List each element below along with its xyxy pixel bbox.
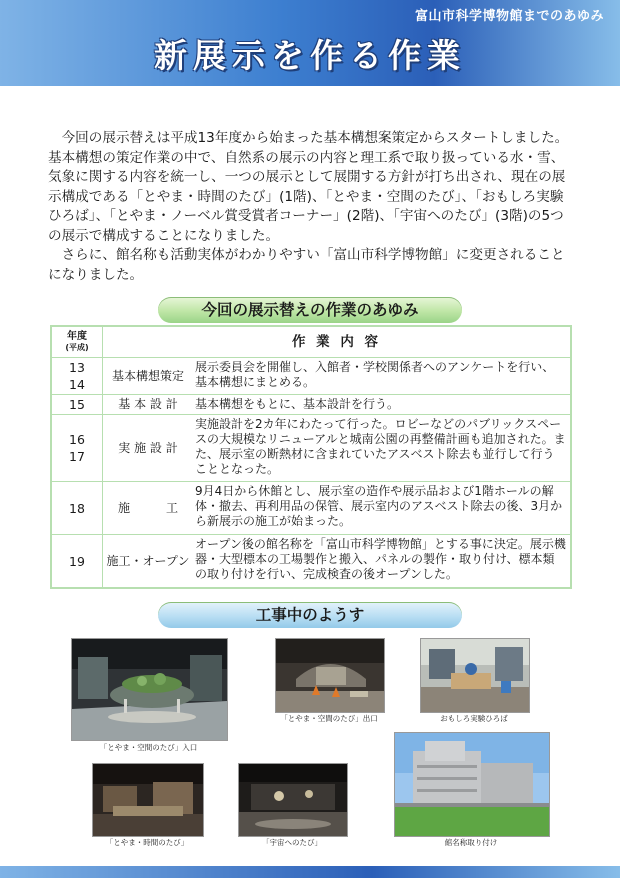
intro-text [48, 129, 576, 285]
photo-caption: 館名称取り付け [444, 838, 498, 847]
photo-caption: 「とやま・空間のたび」入口 [99, 743, 198, 752]
photo-building-sign [394, 732, 550, 837]
header-banner [0, 0, 620, 86]
desc-cell: 基本構想をもとに、基本設計を行う。 [195, 397, 400, 411]
photo-time-trip [92, 763, 204, 837]
task-cell: 施 工 [117, 500, 178, 515]
table-row [52, 357, 570, 394]
desc-cell: 9月4日から休館とし、展示室の造作や展示品および1階ホールの解体・撤去、再利用品の保管、展示室内のアスベスト除去の後、3月から新展示の施工が始まった。 [195, 484, 563, 528]
building-photo-image [395, 733, 549, 836]
footer-bar [0, 866, 620, 878]
year-cell: 13 14 [52, 358, 103, 394]
table-section-heading: 今回の展示替えの作業のあゆみ [158, 297, 462, 323]
year-cell: 19 [52, 535, 103, 587]
year-cell: 16 17 [52, 415, 103, 481]
photo-caption: おもしろ実験ひろば [440, 714, 508, 723]
header-year-sub-label: (平成) [65, 343, 89, 352]
year-cell: 18 [52, 482, 103, 534]
table-header-row [52, 327, 570, 357]
photo-space-trip-entrance [71, 638, 228, 741]
header-year-cell [52, 327, 103, 357]
photo-section-heading: 工事中のようす [158, 602, 462, 628]
table-row [52, 481, 570, 534]
desc-cell: オープン後の館名称を「富山市科学博物館」とする事に決定。展示機器・大型標本の工場製作と搬入、パネルの製作・取り付け、標本類の取り付けを行い、完成検査の後オープンした。 [195, 537, 566, 581]
photo-caption: 「宇宙へのたび」 [262, 838, 322, 847]
desc-cell: 展示委員会を開催し、入館者・学校関係者へのアンケートを行い、基本構想にまとめる。 [195, 360, 555, 389]
plaza-photo-image [421, 639, 529, 712]
task-cell: 基 本 設 計 [118, 397, 178, 411]
intro-paragraph-2: さらに、館名称も活動実体がわかりやすい「富山市科学博物館」に変更されることになりました。 [48, 247, 565, 283]
table-row [52, 534, 570, 587]
task-cell: 基本構想策定 [111, 368, 184, 383]
task-cell: 実 施 設 計 [118, 440, 178, 455]
exit-photo-image [276, 639, 384, 712]
timeline-table [50, 325, 572, 589]
photo-space-journey [238, 763, 348, 837]
desc-cell: 実施設計を2カ年にわたって行った。ロビーなどのパブリックスペースの大規模なリニューアルと城南公園の再整備計画も追加された。また、展示室の断熱材に含まれていたアスベスト除去も並行して行うこととなった。 [195, 417, 566, 476]
time-trip-photo-image [93, 764, 203, 836]
year-cell: 15 [52, 395, 103, 414]
photo-space-trip-exit [275, 638, 385, 713]
intro-paragraph-1: 今回の展示替えは平成13年度から始まった基本構想案策定からスタートしました。基本構想の策定作業の中で、自然系の展示の内容と理工系で取り扱っている水・雪、気象に関する内容を統一し、一つの展示として展開する方針が打ち出され、現在の展示構成である「とやま・時間のたび」(1階)、「とやま・空間のたび」、「おもしろ実験ひろば」、「とやま・ノーベル賞受賞者コーナー」(2階)、「宇宙へのたび」(3階)の5つの展示で構成することになりました。 [48, 130, 569, 244]
photo-caption: 「とやま・時間のたび」 [105, 838, 189, 847]
header-content-cell: 作 業 内 容 [291, 333, 382, 350]
task-cell: 施工・オープン [106, 553, 190, 568]
series-subtitle: 富山市科学博物館までのあゆみ [414, 9, 604, 24]
table-row [52, 394, 570, 414]
photo-caption: 「とやま・空間のたび」出口 [280, 714, 378, 723]
photo-experiment-plaza [420, 638, 530, 713]
header-year-label: 年度 [67, 331, 87, 342]
table-row [52, 414, 570, 481]
page-title: 新展示を作る作業 [154, 36, 466, 75]
hall-photo-image [72, 639, 227, 740]
space-journey-photo-image [239, 764, 347, 836]
